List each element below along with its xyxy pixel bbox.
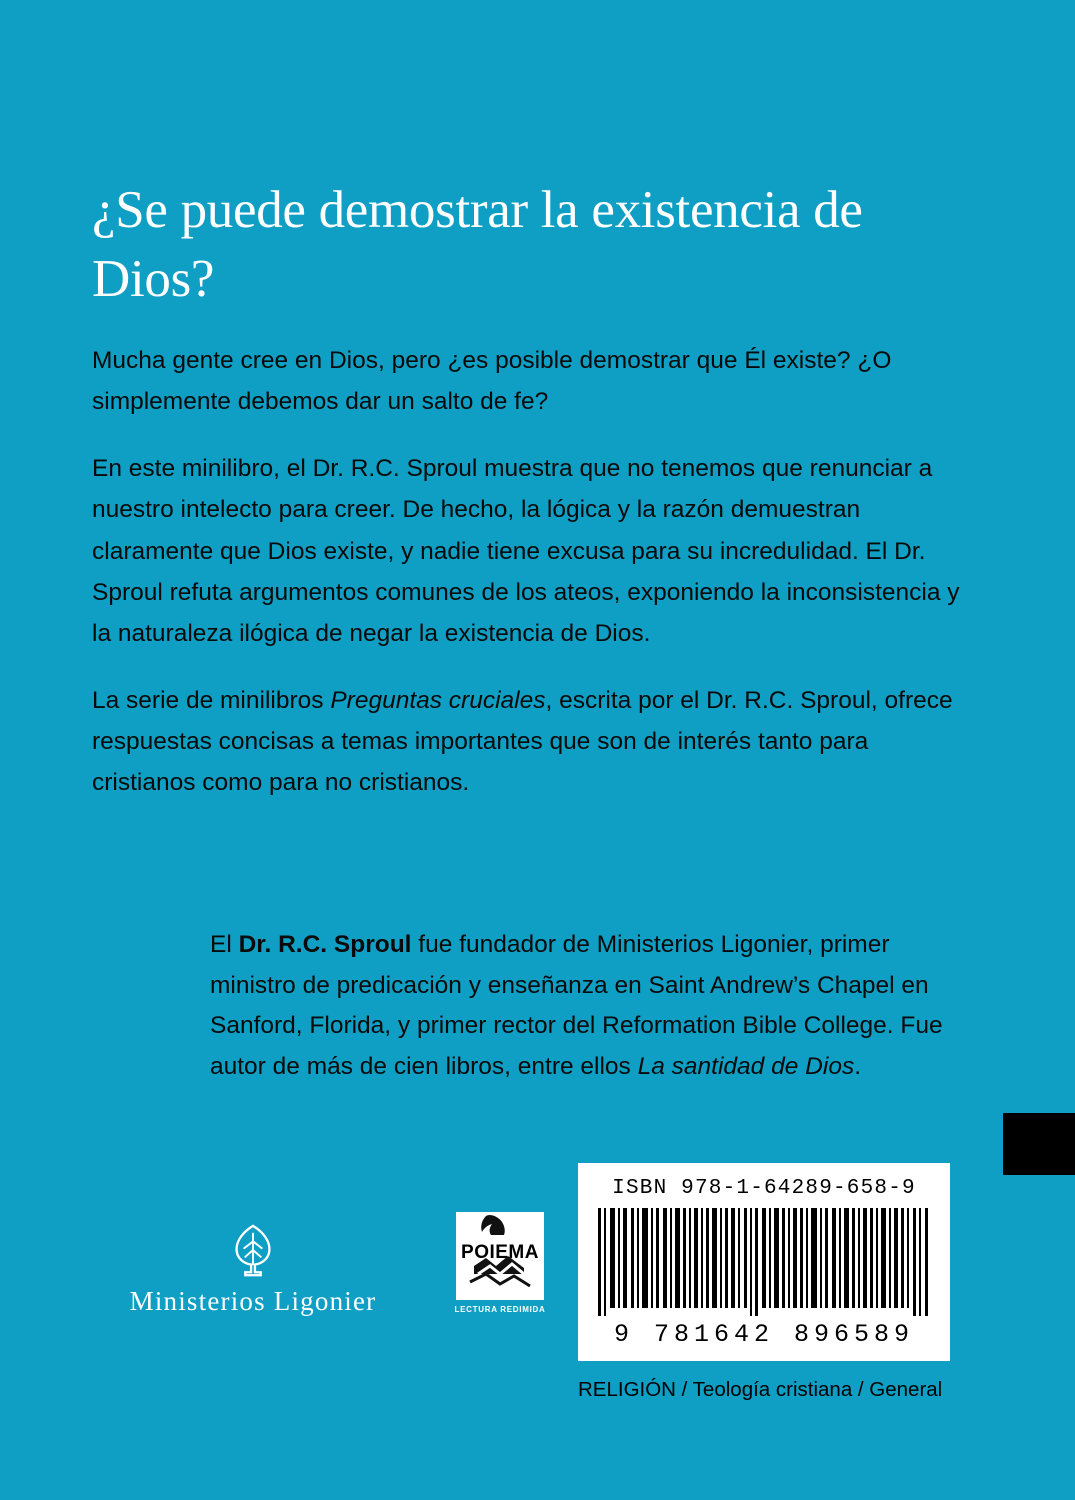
poiema-logo bbox=[452, 1212, 548, 1314]
corner-notch-mark bbox=[1003, 1113, 1075, 1175]
poiema-wordmark: POIEMA bbox=[461, 1242, 539, 1263]
bio-book-title: La santidad de Dios bbox=[637, 1052, 855, 1080]
series-text-after: , escrita por el Dr. R.C. Sproul, ofrece respuestas concisas a temas importantes que son de interés tanto para cristianos como para no cristianos. bbox=[92, 687, 953, 797]
poiema-tagline: LECTURA REDIMIDA bbox=[454, 1305, 546, 1314]
page-title: ¿Se puede demostrar la existencia de Dios? bbox=[92, 180, 863, 309]
series-text-before: La serie de minilibros bbox=[92, 687, 331, 715]
tree-icon bbox=[224, 1222, 282, 1280]
poiema-mark bbox=[456, 1212, 544, 1300]
bio-middle: fue fundador de Ministerios Ligonier, primer ministro de predicación y enseñanza en Saint Andrew’s Chapel en Sanford, Florida, y primer rector del Reformation Bible College. Fue autor de más de cien libros, entre ellos bbox=[210, 931, 943, 1080]
bio-prefix: El bbox=[210, 931, 239, 958]
barcode-bars bbox=[596, 1208, 932, 1316]
paragraph-series bbox=[92, 680, 972, 803]
ean-digits: 9 781642 896589 bbox=[613, 1320, 915, 1349]
ligonier-wordmark: Ministerios Ligonier bbox=[129, 1286, 377, 1316]
isbn-text: ISBN 978-1-64289-658-9 bbox=[612, 1177, 916, 1200]
bio-suffix: . bbox=[854, 1052, 862, 1080]
description-text bbox=[92, 340, 972, 804]
paragraph-2: En este minilibro, el Dr. R.C. Sproul muestra que no tenemos que renunciar a nuestro intelecto para creer. De hecho, la lógica y la razón demuestran claramente que Dios existe, y nadie tiene excusa para su incredulidad. El Dr. Sproul refuta argumentos comunes de los ateos, exponiendo la inconsistencia y la naturaleza ilógica de negar la existencia de Dios. bbox=[92, 455, 960, 647]
ligonier-logo bbox=[88, 1222, 418, 1317]
barcode bbox=[578, 1163, 950, 1361]
author-name: Dr. R.C. Sproul bbox=[238, 931, 412, 958]
series-title-italic: Preguntas cruciales bbox=[330, 687, 546, 715]
bisac-category: RELIGIÓN / Teología cristiana / General bbox=[578, 1378, 943, 1401]
author-bio bbox=[210, 925, 970, 1088]
paragraph-1: Mucha gente cree en Dios, pero ¿es posible demostrar que Él existe? ¿O simplemente debemos dar un salto de fe? bbox=[92, 347, 892, 416]
